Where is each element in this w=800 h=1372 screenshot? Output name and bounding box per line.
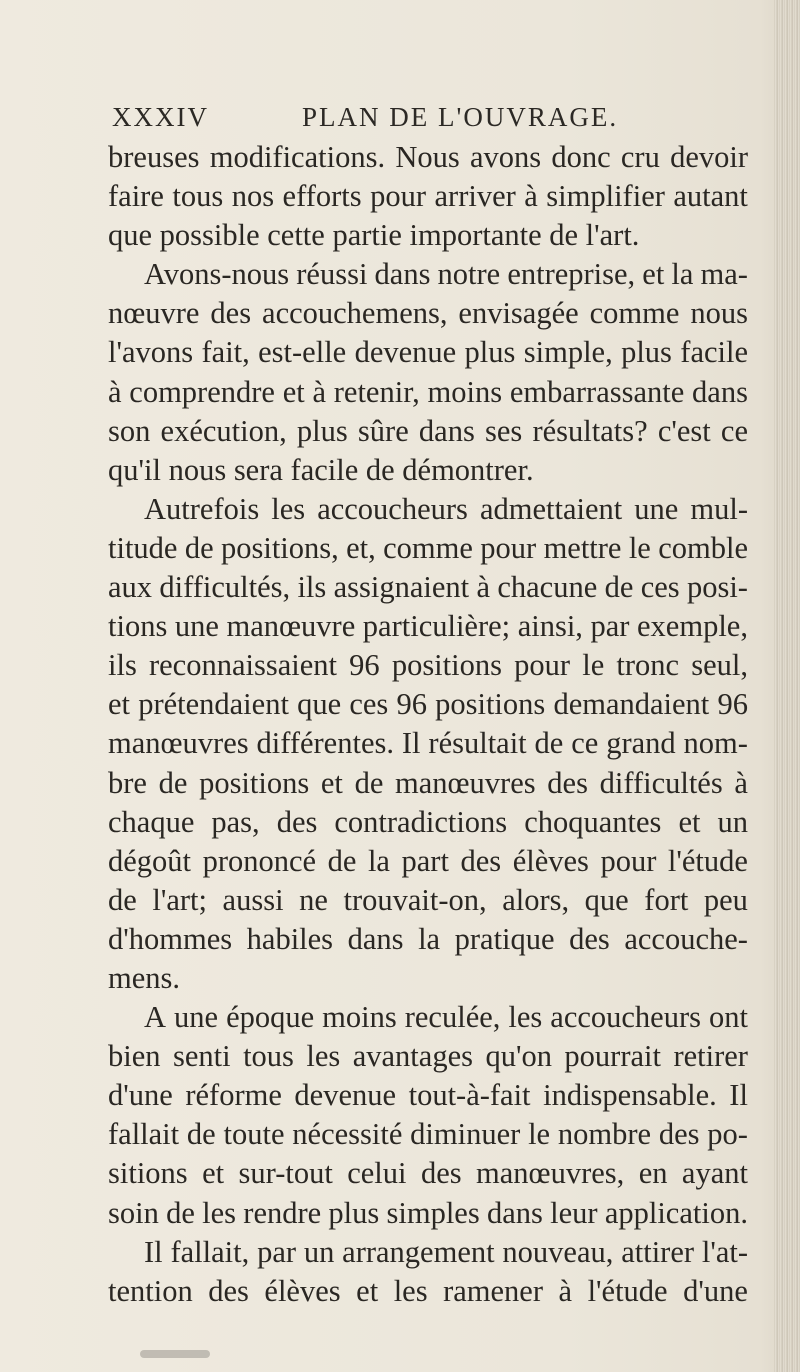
text-line: faire tous nos efforts pour arriver à simplifier autant (108, 179, 748, 214)
text-line: d'hommes habiles dans la pratique des accouche- (108, 921, 748, 956)
text-line: aux difficultés, ils assignaient à chacune de ces posi- (108, 570, 748, 605)
text-line: son exécution, plus sûre dans ses résultats? c'est ce (108, 413, 748, 448)
text-line: dégoût prononcé de la part des élèves pour l'étude (108, 843, 748, 878)
text-line: nœuvre des accouchemens, envisagée comme nous (108, 296, 748, 331)
text-line: à comprendre et à retenir, moins embarrassante dans (108, 374, 748, 409)
page-edge (774, 0, 800, 1372)
text-line: bre de positions et de manœuvres des difficultés à (108, 765, 748, 800)
text-line: soin de les rendre plus simples dans leur application. (108, 1195, 748, 1230)
text-line: tention des élèves et les ramener à l'étude d'une (108, 1273, 748, 1308)
text-line: que possible cette partie importante de l'art. (108, 218, 640, 253)
text-line: sitions et sur-tout celui des manœuvres, en ayant (108, 1156, 748, 1191)
text-line: Avons-nous réussi dans notre entreprise, et la ma- (144, 257, 748, 292)
running-title: PLAN DE L'OUVRAGE. (302, 102, 619, 132)
text-line: fallait de toute nécessité diminuer le nombre des po- (108, 1117, 748, 1152)
text-line: mens. (108, 960, 181, 995)
page-header (112, 102, 672, 142)
text-line: et prétendaient que ces 96 positions demandaient 96 (108, 687, 748, 722)
text-line: Il fallait, par un arrangement nouveau, attirer l'at- (144, 1234, 748, 1269)
text-line: bien senti tous les avantages qu'on pourrait retirer (108, 1039, 748, 1074)
text-line: breuses modifications. Nous avons donc cru devoir (108, 140, 748, 174)
text-line: tions une manœuvre particulière; ainsi, par exemple, (108, 609, 748, 644)
text-line: qu'il nous sera facile de démontrer. (108, 452, 534, 487)
page-number: XXXIV (112, 102, 209, 132)
text-line: Autrefois les accoucheurs admettaient une mul- (144, 491, 748, 526)
ink-smudge (140, 1350, 210, 1358)
text-line: manœuvres différentes. Il résultait de ce grand nom- (108, 726, 748, 761)
body-text (108, 138, 748, 1311)
text-line: ils reconnaissaient 96 positions pour le tronc seul, (108, 648, 748, 683)
text-line: titude de positions, et, comme pour mettre le comble (108, 530, 748, 565)
text-line: A une époque moins reculée, les accoucheurs ont (144, 1000, 748, 1035)
text-line: l'avons fait, est-elle devenue plus simple, plus facile (108, 335, 748, 370)
text-line: d'une réforme devenue tout-à-fait indispensable. Il (108, 1078, 748, 1113)
text-line: de l'art; aussi ne trouvait-on, alors, que fort peu (108, 882, 748, 917)
text-line: chaque pas, des contradictions choquantes et un (108, 804, 748, 839)
